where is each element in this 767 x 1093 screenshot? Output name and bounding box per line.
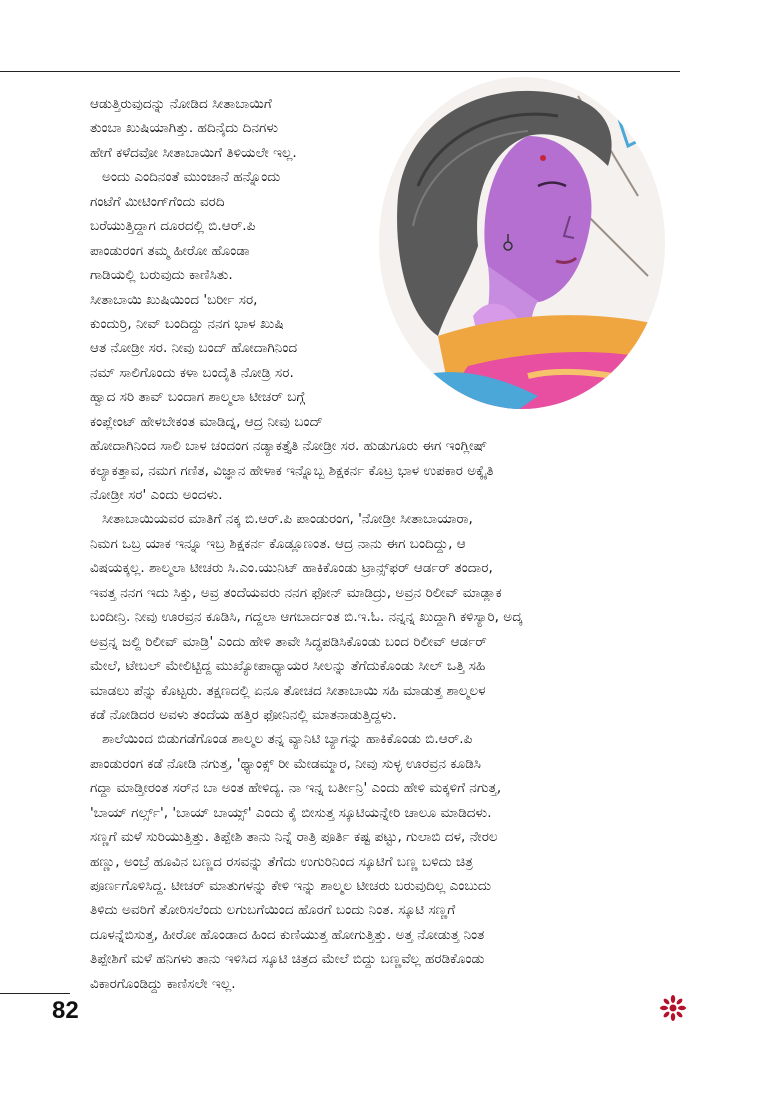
text-line: ಮೇಲೆ, ಟೇಬಲ್ ಮೇಲಿಟ್ಟಿದ್ದ ಮುಖ್ಯೋಪಾಧ್ಯಾಯರ ಸೀಲನ್ನು ತೆಗೆದುಕೊಂಡು ಸೀಲ್ ಒತ್ತಿ ಸಹಿ (90, 658, 486, 675)
story-text (90, 92, 680, 996)
header-rule (0, 71, 680, 72)
text-line: ವಿಷಯಕ್ಕಲ್ಲ. ಶಾಲ್ಮಲಾ ಟೀಚರು ಸಿ.ಎಂ.ಯುನಿಟ್ ಹಾಕಿಕೊಂಡು ಟ್ರಾನ್ಸ್‌ಫರ್ ಆರ್ಡರ್ ತಂದಾರ, (90, 560, 493, 577)
text-line: ಕಂಪ್ಲೇಂಟ್ ಹೇಳಬೇಕಂತ ಮಾಡಿದ್ನ, ಆದ್ರ ನೀವು ಬಂದ್ (90, 413, 323, 430)
page-number: 82 (52, 997, 79, 1024)
flower-ornament-icon (660, 995, 686, 1021)
text-line: ಹೋದಾಗಿನಿಂದ ಸಾಲಿ ಬಾಳ ಚಂದಂಗ ನಡ್ಯಾಕತ್ತೈತಿ ನೋಡ್ರೀ ಸರ. ಹುಡುಗೂರು ಈಗ ಇಂಗ್ಲೀಷ್ (90, 438, 488, 455)
text-line: ಅವ್ರನ್ನ ಜಲ್ದಿ ರಿಲೀವ್ ಮಾಡ್ರಿ' ಎಂದು ಹೇಳಿ ತಾವೇ ಸಿದ್ಧಪಡಿಸಿಕೊಂಡು ಬಂದ ರಿಲೀವ್ ಆರ್ಡರ್ (90, 633, 487, 650)
text-line: ಶಾಲೆಯಿಂದ ಬಿಡುಗಡೆಗೊಂಡ ಶಾಲ್ಮಲ ತನ್ನ ವ್ಯಾನಿಟಿ ಬ್ಯಾಗನ್ನು ಹಾಕಿಕೊಂಡು ಬಿ.ಆರ್.ಪಿ (102, 731, 473, 748)
text-line: ಮಾಡಲು ಪೆನ್ನು ಕೊಟ್ಟರು. ತಕ್ಷಣದಲ್ಲಿ ಏನೂ ತೋಚದ ಸೀತಾಬಾಯಿ ಸಹಿ ಮಾಡುತ್ತ ಶಾಲ್ಮಲಳ (90, 682, 486, 699)
text-line: ಪಾಂಡುರಂಗ ತಮ್ಮ ಹೀರೋ ಹೊಂಡಾ (90, 242, 250, 259)
text-line: ಸೀತಾಬಾಯಿಯವರ ಮಾತಿಗೆ ನಕ್ಕ ಬಿ.ಆರ್.ಪಿ ಪಾಂಡುರಂಗ, 'ನೋಡ್ರೀ ಸೀತಾಬಾಯಾರಾ, (102, 511, 473, 528)
text-line: ಕುಂದುರ್ರಿ, ನೀವ್ ಬಂದಿದ್ದು ನನಗ ಭಾಳ ಖುಷಿ (90, 315, 284, 332)
text-line: ಬರೆಯುತ್ತಿದ್ದಾಗ ದೂರದಲ್ಲಿ ಬಿ.ಆರ್.ಪಿ (90, 218, 256, 235)
text-line: ಹ್ವಾದ ಸರಿ ತಾವ್ ಬಂದಾಗ ಶಾಲ್ಮಲಾ ಟೀಚರ್ ಬಗ್ಗೆ (90, 389, 306, 406)
text-line: ಕಲ್ಯಾಕತ್ತಾವ, ನಮಗ ಗಣಿತ, ವಿಜ್ಞಾನ ಹೇಳಾಕ ಇನ್ನೊಬ್ಬ ಶಿಕ್ಷಕರ್ನ ಕೊಟ್ರ ಭಾಳ ಉಪಕಾರ ಅಕ್ಕೈತಿ (90, 462, 494, 479)
text-line: ನಮ್ ಸಾಲಿಗೊಂದು ಕಳಾ ಬಂದೈತಿ ನೋಡ್ರಿ ಸರ. (90, 364, 294, 381)
text-line: ಬಂದೀನ್ರಿ. ನೀವು ಊರವ್ರನ ಕೂಡಿಸಿ, ಗದ್ದಲಾ ಆಗಬಾರ್ದಂತ ಬಿ.ಇ.ಓ. ನನ್ನನ್ನ ಖುದ್ದಾಗಿ ಕಳಿಸ್ಯಾರಿ, ಅದ್ಕ (90, 609, 523, 626)
text-line: ಇವತ್ತ ನನಗ ಇದು ಸಿಕ್ತು, ಅವ್ರ ತಂದೆಯವರು ನನಗ ಫೋನ್ ಮಾಡಿದ್ರು, ಅವ್ರನ ರಿಲೀವ್ ಮಾಡ್ಲಾಕ (90, 584, 502, 601)
text-line: ಗದ್ದಾ ಮಾಡ್ತೀರಂತ ಸರ್‌ನ ಬಾ ಅಂತ ಹೇಳಿದ್ಯ. ನಾ ಇನ್ನ ಬರ್ತೀನ್ರಿ' ಎಂದು ಹೇಳಿ ಮಕ್ಕಳಿಗೆ ನಗುತ್ತ, (90, 780, 502, 797)
text-line: ದೂಳನ್ನೆಬಿಸುತ್ತ, ಹೀರೋ ಹೊಂಡಾದ ಹಿಂದ ಕುಣಿಯುತ್ತ ಹೋಗುತ್ತಿತ್ತು. ಅತ್ತ ನೋಡುತ್ತ ನಿಂತ (90, 926, 485, 943)
text-line: ಆತ ನೋಡ್ರೀ ಸರ. ನೀವು ಬಂದ್ ಹೋದಾಗಿನಿಂದ (90, 340, 298, 357)
text-line: ಗಾಡಿಯಲ್ಲಿ ಬರುವುದು ಕಾಣಿಸಿತು. (90, 267, 233, 284)
text-line: ತಿಪ್ಪೇಶಿಗೆ ಮಳೆ ಹನಿಗಳು ತಾನು ಇಳಿಸಿದ ಸ್ಕೂಟಿ ಚಿತ್ರದ ಮೇಲೆ ಬಿದ್ದು ಬಣ್ಣವೆಲ್ಲ ಹರಡಿಕೊಂಡು (90, 951, 485, 968)
text-line: ಹೇಗೆ ಕಳೆದವೋ ಸೀತಾಬಾಯಿಗೆ ತಿಳಿಯಲೇ ಇಲ್ಲ. (90, 144, 297, 161)
text-line: ಹಣ್ಣು, ಅಂಬ್ರೆ ಹೂವಿನ ಬಣ್ಣದ ರಸವನ್ನು ತೆಗೆದು ಉಗುರಿನಿಂದ ಸ್ಕೂಟಿಗೆ ಬಣ್ಣ ಬಳಿದು ಚಿತ್ರ (90, 853, 473, 870)
text-line: 'ಬಾಯ್ ಗರ್ಲ್ಸ್', 'ಬಾಯ್ ಬಾಯ್ಸ್' ಎಂದು ಕೈ ಬೀಸುತ್ತ ಸ್ಕೂಟಿಯನ್ನೇರಿ ಚಾಲೂ ಮಾಡಿದಳು. (90, 804, 492, 821)
text-line: ಗಂಟೆಗೆ ಮೀಟಿಂಗ್‌ಗೆಂದು ವರದಿ (90, 193, 225, 210)
text-line: ನೋಡ್ರೀ ಸರ' ಎಂದು ಅಂದಳು. (90, 487, 223, 503)
text-line: ವಿಕಾರಗೊಂಡಿದ್ದು ಕಾಣಿಸಲೇ ಇಲ್ಲ. (90, 975, 236, 992)
text-line: ಸೀತಾಬಾಯಿ ಖುಷಿಯಿಂದ 'ಬರ್ರೀ ಸರ, (90, 291, 258, 308)
text-line: ಆಡುತ್ತಿರುವುದನ್ನು ನೋಡಿದ ಸೀತಾಬಾಯಿಗೆ (90, 96, 272, 112)
text-line: ಸಣ್ಣಗೆ ಮಳೆ ಸುರಿಯುತ್ತಿತ್ತು. ತಿಪ್ಪೇಶಿ ತಾನು ನಿನ್ನೆ ರಾತ್ರಿ ಪೂರ್ತಿ ಕಷ್ಟ ಪಟ್ಟು, ಗುಲಾಬಿ ದಳ, ನೇರಲ (90, 829, 498, 846)
text-line: ಅಂದು ಎಂದಿನಂತೆ ಮುಂಜಾನೆ ಹನ್ನೊಂದು (102, 169, 281, 186)
footer-rule (0, 993, 70, 994)
text-line: ನಿಮಗ ಒಬ್ರ ಯಾಕ ಇನ್ನೂ ಇಬ್ರ ಶಿಕ್ಷಕರ್ನ ಕೊಡ್ಲೂಣಂತ. ಆದ್ರ ನಾನು ಈಗ ಬಂದಿದ್ದು, ಆ (90, 535, 466, 552)
text-line: ಪಾಂಡುರಂಗ ಕಡೆ ನೋಡಿ ನಗುತ್ತ, 'ಥ್ಯಾಂಕ್ಸ್ ರೀ ಮೇಡಮ್ಮಾರ, ನೀವು ಸುಳ್ಳ ಊರವ್ರನ ಕೂಡಿಸಿ (90, 755, 481, 772)
text-line: ಕಡೆ ನೋಡಿದರ ಅವಳು ತಂದೆಯ ಹತ್ತಿರ ಫೋನಿನಲ್ಲಿ ಮಾತನಾಡುತ್ತಿದ್ದಳು. (90, 706, 397, 723)
text-line: ತಿಳಿದು ಅವರಿಗೆ ತೋರಿಸಲೆಂದು ಲಗುಬಗೆಯಿಂದ ಹೊರಗೆ ಬಂದು ನಿಂತ. ಸ್ಕೂಟಿ ಸಣ್ಣಗೆ (90, 902, 456, 919)
text-line: ಪೂರ್ಣಗೊಳಿಸಿದ್ದ. ಟೀಚರ್ ಮಾತುಗಳನ್ನು ಕೇಳಿ ಇನ್ನು ಶಾಲ್ಮಲ ಟೀಚರು ಬರುವುದಿಲ್ಲ ಎಂಬುದು (90, 878, 492, 894)
text-line: ತುಂಬಾ ಖುಷಿಯಾಗಿತ್ತು. ಹದಿನೈದು ದಿನಗಳು (90, 120, 279, 137)
